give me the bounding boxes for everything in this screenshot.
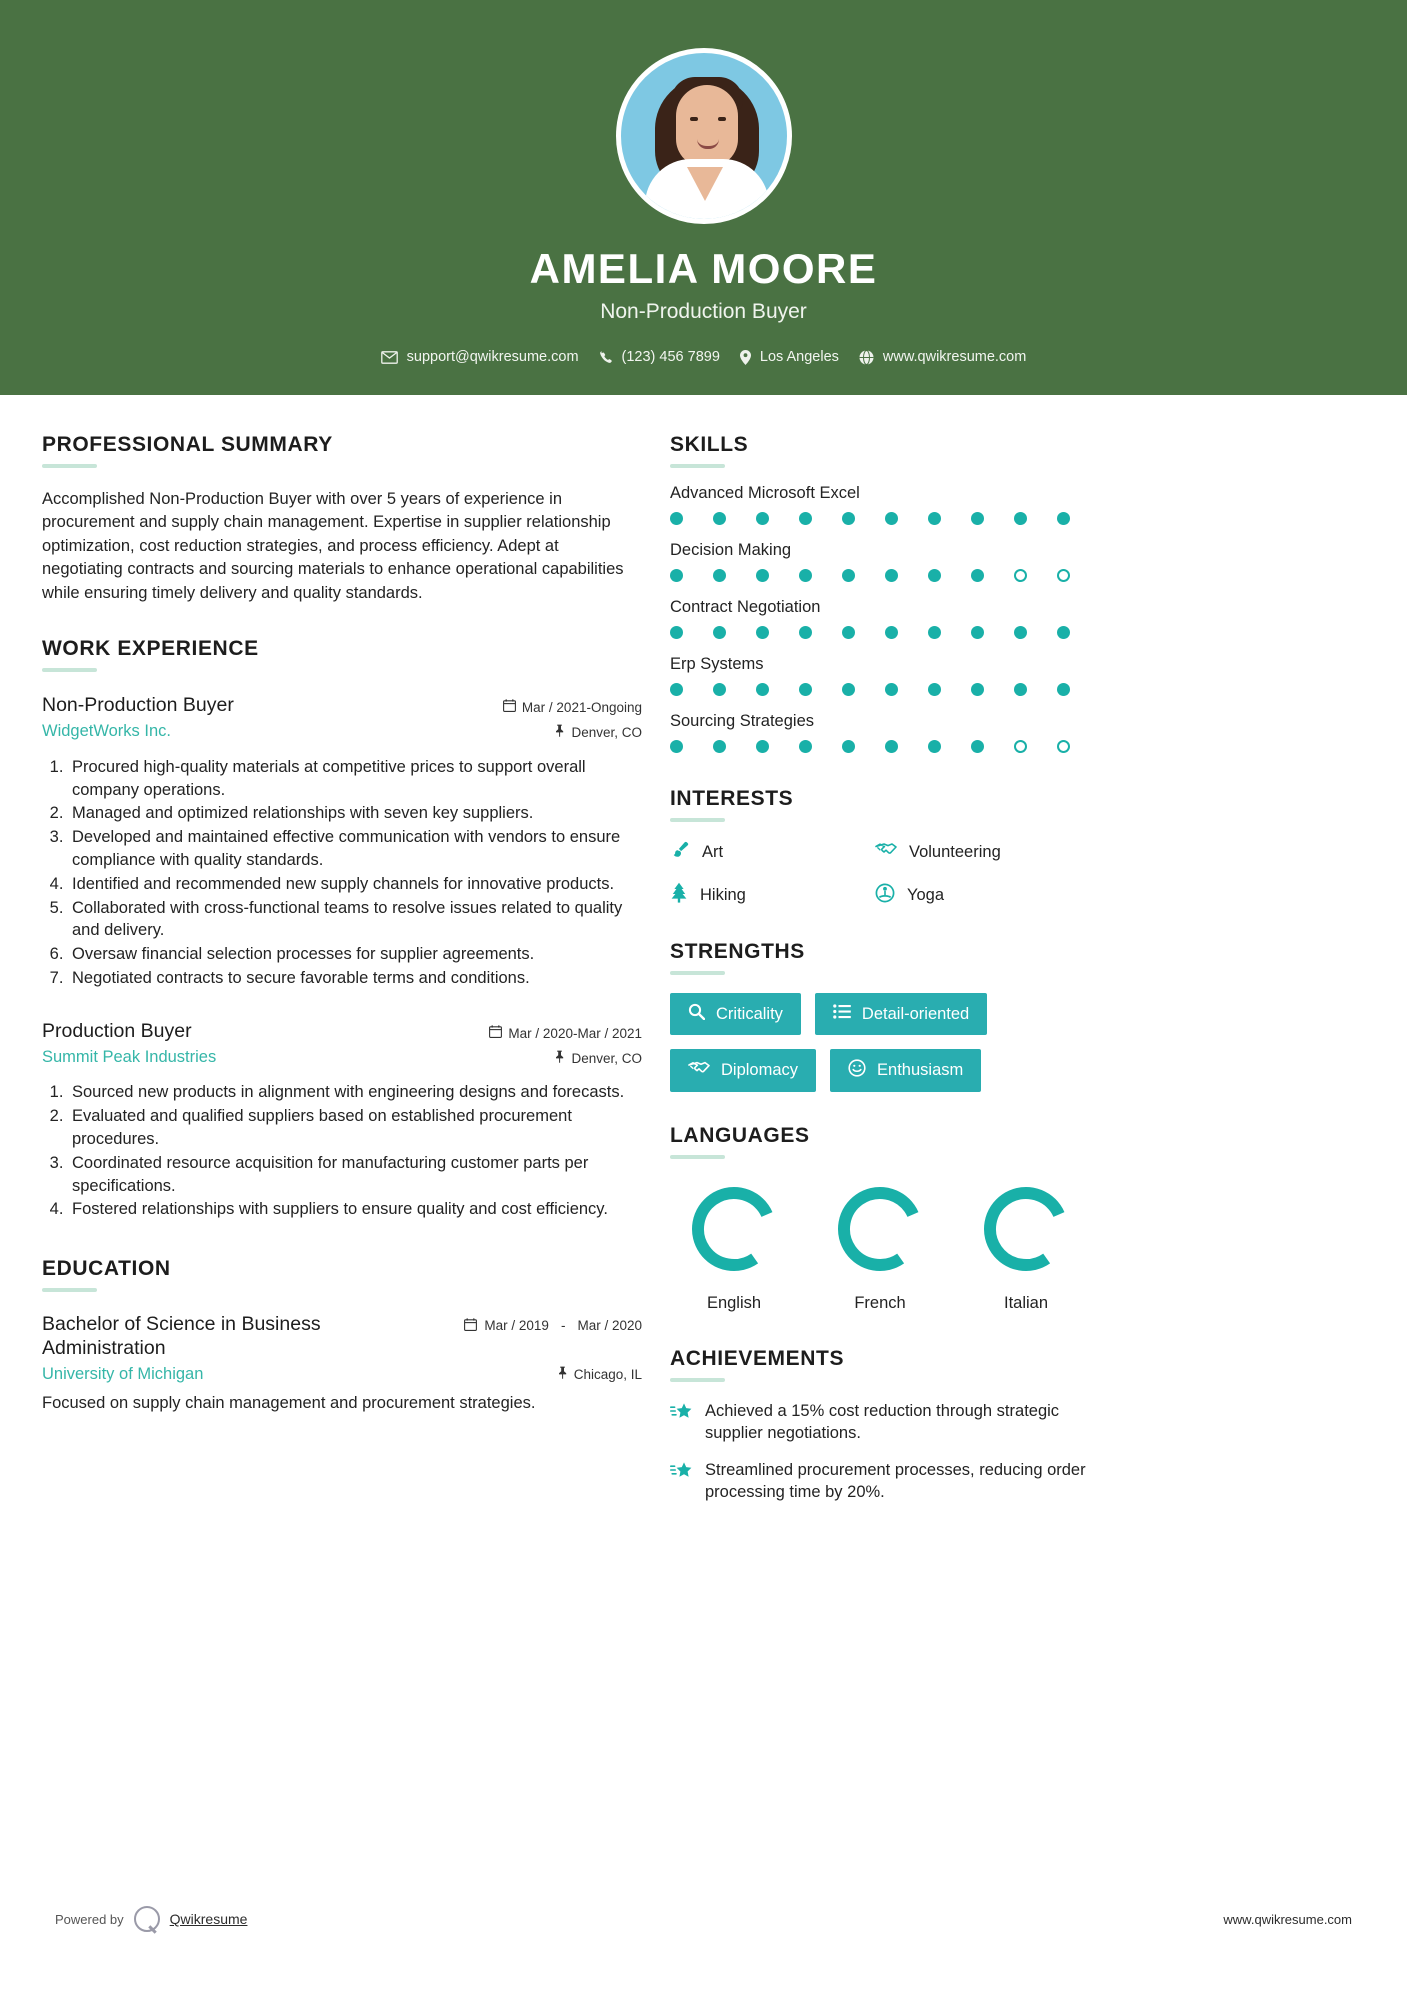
duty-item: 1. Sourced new products in alignment with engineering designs and forecasts. — [68, 1081, 642, 1104]
skill-dot-filled — [670, 569, 683, 582]
interest-label: Art — [702, 843, 724, 861]
language-item — [670, 1181, 798, 1313]
calendar-icon — [464, 1318, 477, 1334]
skill-dot-filled — [842, 569, 855, 582]
achievements-heading: ACHIEVEMENTS — [670, 1347, 845, 1370]
interests-heading: INTERESTS — [670, 787, 794, 810]
summary-heading: PROFESSIONAL SUMMARY — [42, 433, 333, 456]
skill-dot-filled — [928, 512, 941, 525]
location-pin-icon — [740, 350, 751, 365]
skill-dot-filled — [842, 512, 855, 525]
education-heading: EDUCATION — [42, 1257, 171, 1281]
section-rule — [42, 668, 97, 672]
job-location-text: Denver, CO — [571, 725, 642, 741]
interest-label: Hiking — [700, 885, 746, 904]
education-location-text: Chicago, IL — [573, 1366, 642, 1382]
strengths-list — [670, 993, 1090, 1092]
pushpin-icon — [554, 723, 565, 744]
skill-dot-filled — [971, 569, 984, 582]
contact-phone[interactable] — [599, 349, 720, 365]
skill-dot-empty — [1014, 569, 1027, 582]
job-company: Summit Peak Industries — [42, 1047, 217, 1066]
skills-list — [670, 484, 1090, 753]
skill-rating — [670, 512, 1070, 525]
skill-dot-filled — [885, 512, 898, 525]
education-location — [557, 1365, 642, 1386]
skill-dot-filled — [670, 683, 683, 696]
duty-item: 3. Coordinated resource acquisition for manufacturing customer parts per specifications. — [68, 1152, 642, 1198]
achievement-item — [670, 1400, 1090, 1445]
skill-rating — [670, 683, 1070, 696]
skill-rating — [670, 626, 1070, 639]
contact-location-text: Los Angeles — [759, 349, 839, 366]
section-work-experience — [42, 637, 642, 1221]
section-strengths — [670, 940, 1090, 1092]
skill-name: Advanced Microsoft Excel — [670, 484, 860, 502]
resume-footer — [0, 1906, 1407, 1932]
strength-badge — [830, 1049, 981, 1092]
languages-heading: LANGUAGES — [670, 1124, 810, 1147]
tree-icon — [670, 882, 688, 908]
contact-website-text: www.qwikresume.com — [882, 349, 1027, 366]
summary-text: Accomplished Non-Production Buyer with over 5 years of experience in procurement and supply chain management. Expertise in supplier relationship optimization, cost reduction strategies, and process efficiency. Adept at negotiating contracts and sourcing materials to enhance operational capabilities while ensuring timely delivery and quality standards. — [42, 490, 624, 602]
skill-dot-filled — [842, 683, 855, 696]
qwikresume-brand-link[interactable]: Qwikresume — [169, 1911, 248, 1927]
skill-name: Sourcing Strategies — [670, 712, 814, 730]
language-donut — [832, 1181, 928, 1277]
handshake-icon — [875, 841, 897, 864]
skill-dot-filled — [1014, 512, 1027, 525]
pushpin-icon — [554, 1049, 565, 1070]
skill-dot-filled — [713, 740, 726, 753]
skill-name: Contract Negotiation — [670, 598, 821, 616]
list-icon — [833, 1004, 851, 1024]
job-date-text: Mar / 2021-Ongoing — [521, 700, 642, 716]
skill-dot-filled — [928, 683, 941, 696]
skill-dot-filled — [842, 626, 855, 639]
achievement-text: Achieved a 15% cost reduction through strategic supplier negotiations. — [705, 1402, 1060, 1443]
calendar-icon — [489, 1024, 502, 1045]
job-duties — [42, 1081, 642, 1221]
duty-item: 3. Developed and maintained effective communication with vendors to ensure compliance with quality standards. — [68, 826, 642, 872]
job-entry — [42, 1020, 642, 1221]
education-date-to: Mar / 2020 — [577, 1318, 642, 1334]
magnifier-icon — [688, 1003, 705, 1025]
language-label: French — [854, 1294, 906, 1312]
skill-dot-filled — [670, 740, 683, 753]
candidate-role: Non-Production Buyer — [600, 300, 807, 324]
skill-dot-filled — [670, 626, 683, 639]
skill-dot-filled — [670, 512, 683, 525]
shooting-star-icon — [670, 1400, 693, 1445]
job-location — [554, 723, 642, 744]
skill-dot-filled — [1014, 626, 1027, 639]
strength-badge — [815, 993, 987, 1035]
resume-header — [0, 0, 1407, 395]
left-column — [42, 395, 642, 1517]
interest-item — [875, 882, 1090, 908]
skill-item — [670, 484, 1090, 525]
interest-item — [875, 840, 1090, 865]
job-title: Production Buyer — [42, 1019, 192, 1042]
duty-item: 5. Collaborated with cross-functional teams to resolve issues related to quality and delivery. — [68, 897, 642, 943]
skill-dot-filled — [971, 626, 984, 639]
section-rule — [42, 464, 97, 468]
skill-dot-filled — [971, 683, 984, 696]
strength-badge — [670, 1049, 816, 1092]
duty-item: 4. Fostered relationships with suppliers to ensure quality and cost efficiency. — [68, 1198, 642, 1221]
section-rule — [670, 464, 725, 468]
envelope-icon — [381, 351, 398, 364]
language-label: Italian — [1003, 1294, 1049, 1312]
strength-label: Detail-oriented — [861, 1004, 970, 1023]
section-skills — [670, 433, 1090, 753]
skill-dot-empty — [1014, 740, 1027, 753]
job-entry — [42, 694, 642, 990]
globe-icon — [859, 350, 874, 365]
job-date-text: Mar / 2020-Mar / 2021 — [508, 1025, 642, 1041]
language-item — [816, 1181, 944, 1313]
skill-dot-filled — [971, 740, 984, 753]
duty-item: 1. Procured high-quality materials at competitive prices to support overall company operations. — [68, 756, 642, 802]
paintbrush-icon — [670, 840, 690, 865]
contact-row — [381, 349, 1027, 365]
skill-rating — [670, 569, 1070, 582]
skill-dot-filled — [713, 626, 726, 639]
skill-dot-filled — [799, 740, 812, 753]
skill-dot-filled — [885, 740, 898, 753]
skill-dot-empty — [1057, 740, 1070, 753]
skills-heading: SKILLS — [670, 433, 749, 456]
candidate-name: AMELIA MOORE — [529, 245, 878, 292]
footer-website[interactable]: www.qwikresume.com — [1223, 1911, 1352, 1927]
section-interests — [670, 787, 1090, 908]
education-date-separator: - — [560, 1318, 566, 1334]
avatar — [616, 48, 792, 224]
skill-dot-filled — [799, 626, 812, 639]
strength-label: Criticality — [716, 1004, 783, 1023]
job-date — [489, 1024, 642, 1045]
skill-dot-filled — [1057, 626, 1070, 639]
shooting-star-icon — [670, 1459, 693, 1504]
duty-item: 2. Managed and optimized relationships with seven key suppliers. — [68, 802, 642, 825]
skill-dot-empty — [1057, 569, 1070, 582]
handshake-icon — [688, 1060, 710, 1082]
interest-item — [670, 840, 875, 865]
skill-dot-filled — [928, 569, 941, 582]
skill-dot-filled — [885, 626, 898, 639]
section-rule — [670, 1155, 725, 1159]
section-rule — [670, 818, 725, 822]
job-date — [503, 698, 642, 719]
strength-badge — [670, 993, 801, 1035]
skill-name: Decision Making — [670, 541, 792, 559]
job-title: Non-Production Buyer — [42, 694, 234, 717]
section-education — [42, 1257, 642, 1413]
phone-icon — [599, 350, 613, 364]
skill-dot-filled — [799, 569, 812, 582]
language-item — [962, 1181, 1090, 1313]
contact-email[interactable] — [381, 349, 579, 365]
languages-list — [670, 1181, 1090, 1313]
interest-label: Yoga — [907, 885, 945, 904]
powered-by-label: Powered by — [55, 1911, 124, 1927]
skill-dot-filled — [756, 512, 769, 525]
skill-dot-filled — [971, 512, 984, 525]
education-description: Focused on supply chain management and procurement strategies. — [42, 1393, 536, 1412]
section-rule — [42, 1288, 97, 1292]
skill-rating — [670, 740, 1070, 753]
education-entry — [42, 1312, 642, 1413]
section-rule — [670, 971, 725, 975]
section-languages — [670, 1124, 1090, 1313]
section-professional-summary — [42, 433, 642, 605]
language-donut — [978, 1181, 1074, 1277]
skill-dot-filled — [713, 569, 726, 582]
duty-item: 7. Negotiated contracts to secure favorable terms and conditions. — [68, 967, 642, 990]
skill-dot-filled — [928, 740, 941, 753]
skill-item — [670, 655, 1090, 696]
language-label: English — [706, 1294, 762, 1312]
duty-item: 2. Evaluated and qualified suppliers based on established procurement procedures. — [68, 1105, 642, 1151]
section-rule — [670, 1378, 725, 1382]
pushpin-icon — [557, 1365, 568, 1386]
skill-dot-filled — [1057, 512, 1070, 525]
degree-title: Bachelor of Science in Business Administration — [42, 1313, 321, 1360]
skill-dot-filled — [799, 512, 812, 525]
strength-label: Enthusiasm — [877, 1061, 964, 1079]
yoga-icon — [875, 883, 895, 908]
powered-by — [55, 1906, 247, 1932]
job-company: WidgetWorks Inc. — [42, 722, 171, 741]
contact-location — [740, 349, 839, 365]
strength-label: Diplomacy — [721, 1061, 799, 1079]
interest-item — [670, 882, 875, 908]
skill-item — [670, 598, 1090, 639]
achievement-text: Streamlined procurement processes, reducing order processing time by 20%. — [705, 1460, 1086, 1501]
skill-dot-filled — [756, 740, 769, 753]
skill-dot-filled — [713, 512, 726, 525]
skill-dot-filled — [756, 683, 769, 696]
resume-body — [0, 395, 1407, 1517]
work-heading: WORK EXPERIENCE — [42, 637, 259, 661]
skill-dot-filled — [756, 569, 769, 582]
smiley-icon — [848, 1059, 866, 1082]
job-duties — [42, 756, 642, 990]
strengths-heading: STRENGTHS — [670, 940, 805, 963]
job-location-text: Denver, CO — [571, 1050, 642, 1066]
right-column — [670, 395, 1090, 1517]
achievement-item — [670, 1459, 1090, 1504]
contact-phone-text: (123) 456 7899 — [621, 349, 720, 366]
education-school: University of Michigan — [42, 1364, 204, 1383]
interest-label: Volunteering — [909, 843, 1001, 861]
education-date-from: Mar / 2019 — [484, 1318, 549, 1334]
section-achievements — [670, 1347, 1090, 1503]
skill-dot-filled — [885, 569, 898, 582]
interests-grid — [670, 840, 1090, 908]
skill-dot-filled — [885, 683, 898, 696]
achievements-list — [670, 1400, 1090, 1503]
skill-dot-filled — [713, 683, 726, 696]
skill-item — [670, 712, 1090, 753]
skill-dot-filled — [1014, 683, 1027, 696]
contact-email-text: support@qwikresume.com — [406, 349, 579, 366]
skill-dot-filled — [842, 740, 855, 753]
language-donut — [686, 1181, 782, 1277]
skill-item — [670, 541, 1090, 582]
skill-dot-filled — [799, 683, 812, 696]
qwikresume-logo-icon — [134, 1906, 160, 1932]
skill-dot-filled — [1057, 683, 1070, 696]
duty-item: 4. Identified and recommended new supply channels for innovative products. — [68, 873, 642, 896]
education-date — [464, 1312, 642, 1334]
duty-item: 6. Oversaw financial selection processes for supplier agreements. — [68, 943, 642, 966]
skill-name: Erp Systems — [670, 655, 764, 673]
job-location — [554, 1049, 642, 1070]
skill-dot-filled — [928, 626, 941, 639]
contact-website[interactable] — [859, 349, 1026, 365]
skill-dot-filled — [756, 626, 769, 639]
calendar-icon — [503, 698, 516, 719]
